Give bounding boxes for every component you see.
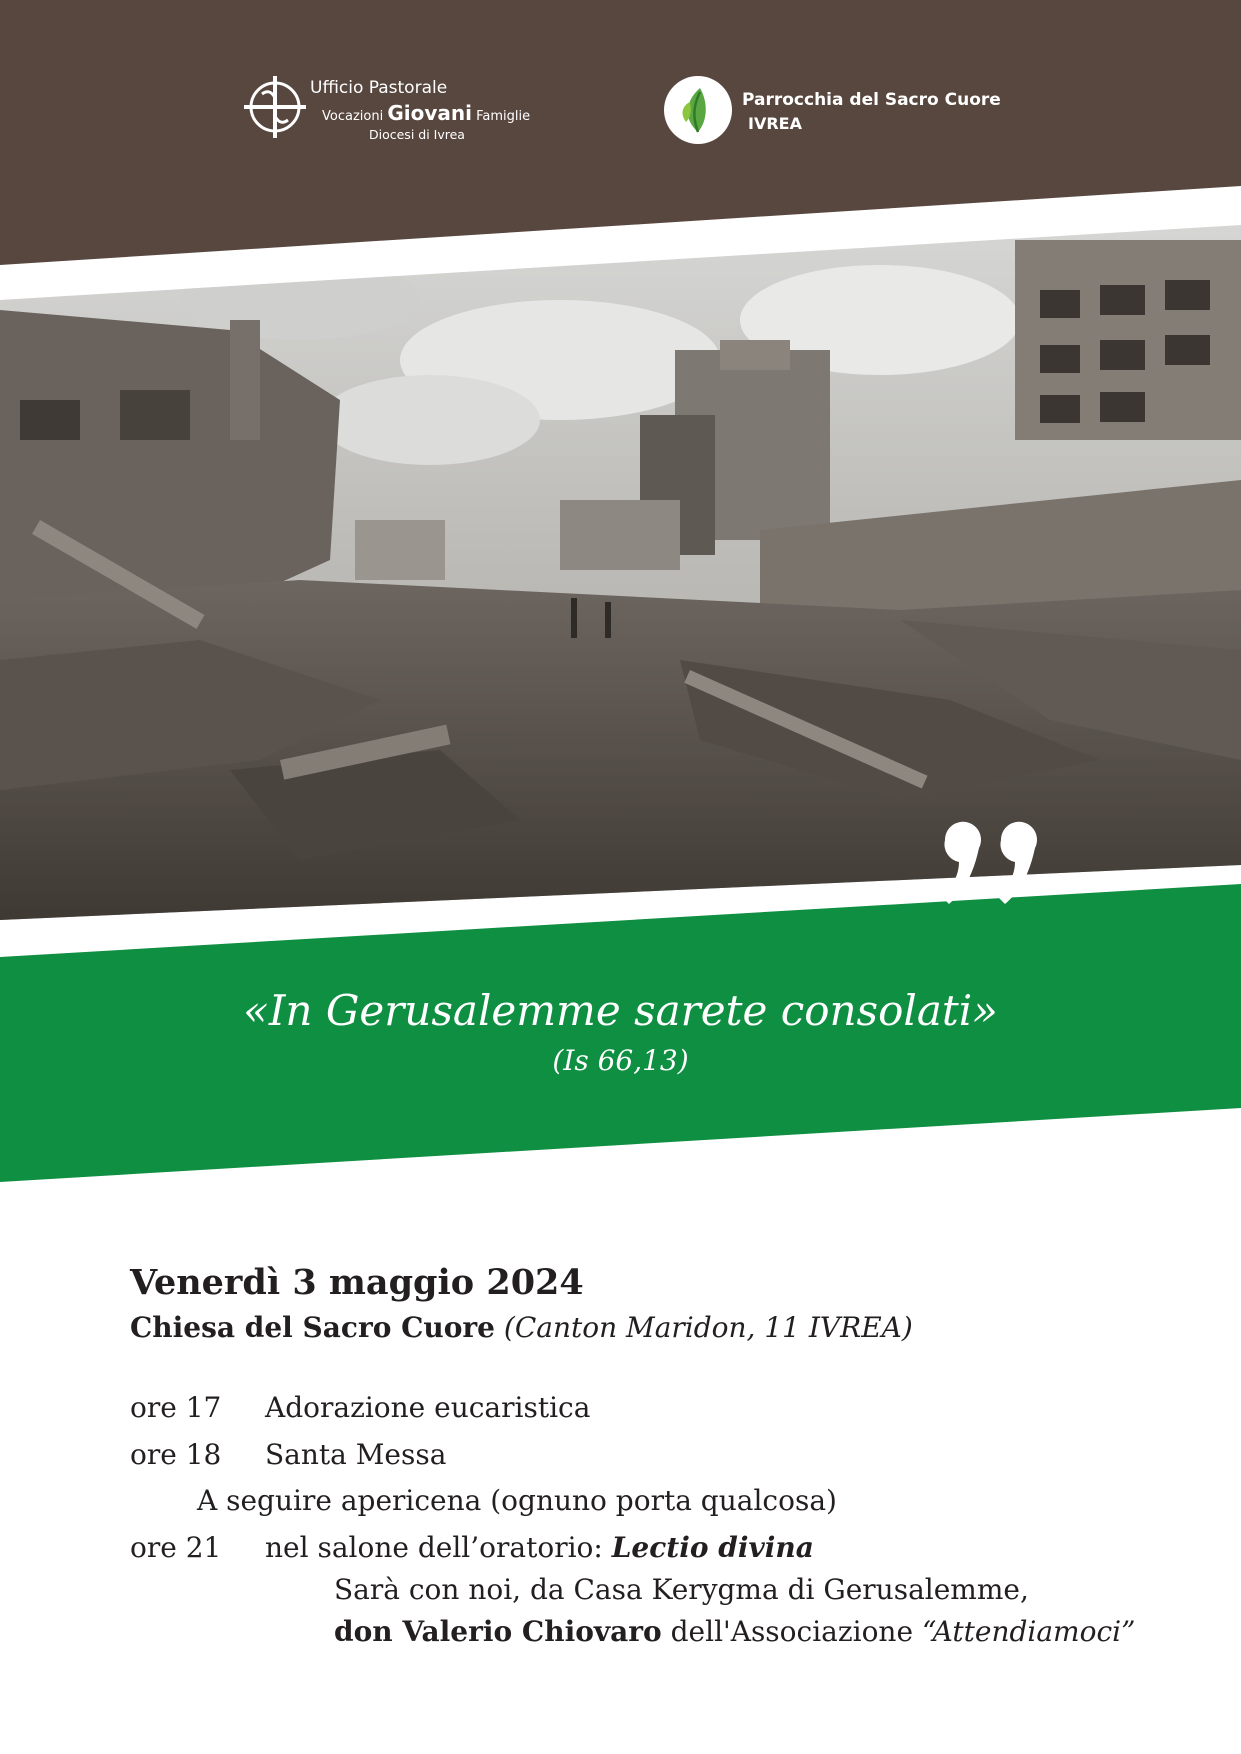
leaf-icon <box>678 86 718 134</box>
guest-mid: dell'Associazione <box>661 1615 922 1648</box>
parrocchia-name: Parrocchia del Sacro Cuore <box>742 90 1001 110</box>
ufficio-giovani: Giovani <box>387 101 472 125</box>
schedule-time: ore 18 <box>130 1438 222 1471</box>
ufficio-famiglie: Famiglie <box>476 109 531 124</box>
ufficio-line1: Ufficio Pastorale <box>310 78 448 98</box>
schedule-desc: nel salone dell’oratorio: <box>265 1531 612 1564</box>
ufficio-line2 <box>322 101 530 125</box>
header-band <box>0 0 1241 265</box>
schedule-time: ore 17 <box>130 1391 222 1424</box>
ufficio-vocazioni: Vocazioni <box>322 109 384 124</box>
parrocchia-city: IVREA <box>748 114 802 133</box>
parrocchia-logo <box>664 76 1004 148</box>
motto-reference: (Is 66,13) <box>552 1044 689 1077</box>
event-place <box>130 1311 913 1344</box>
schedule-item-adorazione <box>130 1391 590 1424</box>
ufficio-pastorale-logo <box>244 74 574 146</box>
schedule-note-apericena: A seguire apericena (ognuno porta qualcosa) <box>197 1484 837 1517</box>
schedule-desc: Adorazione eucaristica <box>265 1391 591 1424</box>
cross-emblem-icon <box>244 76 306 138</box>
motto-quote: «In Gerusalemme sarete consolati» <box>243 986 998 1035</box>
ufficio-line3: Diocesi di Ivrea <box>369 127 465 142</box>
guest-intro: Sarà con noi, da Casa Kerygma di Gerusalemme, <box>334 1573 1029 1606</box>
guest-name: don Valerio Chiovaro <box>334 1615 662 1648</box>
schedule-desc: Santa Messa <box>265 1438 447 1471</box>
schedule-desc-emphasis: Lectio divina <box>611 1531 814 1564</box>
closing-quote-icon <box>935 806 1055 946</box>
church-name: Chiesa del Sacro Cuore <box>130 1311 495 1344</box>
schedule-time: ore 21 <box>130 1531 222 1564</box>
church-address: (Canton Maridon, 11 IVREA) <box>503 1311 913 1344</box>
schedule-item-messa <box>130 1438 446 1471</box>
guest-line <box>334 1615 1135 1648</box>
leaf-emblem <box>664 76 732 144</box>
event-header <box>130 1262 913 1344</box>
schedule-item-lectio <box>130 1531 814 1564</box>
event-date: Venerdì 3 maggio 2024 <box>130 1262 584 1303</box>
guest-association: “Attendiamoci” <box>921 1615 1136 1648</box>
